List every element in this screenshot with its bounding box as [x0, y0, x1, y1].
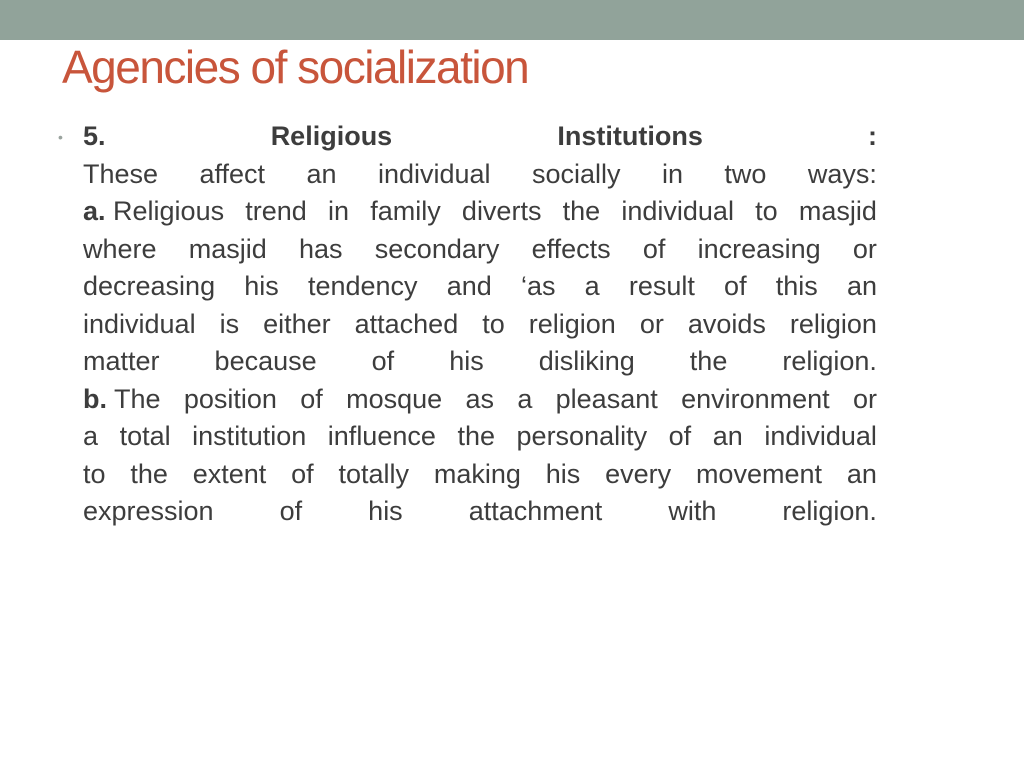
word: family [370, 196, 441, 226]
word: of [371, 346, 395, 376]
word: attachment [468, 496, 603, 526]
word: the [130, 458, 168, 489]
word: the [457, 421, 495, 451]
word: mosque [346, 383, 443, 414]
text-line [83, 268, 877, 306]
word: environment [681, 383, 830, 414]
word: individual [83, 308, 196, 339]
word: his [449, 346, 484, 376]
word: extent [192, 458, 267, 489]
word: religion. [782, 496, 877, 526]
word: an [846, 271, 877, 301]
point-a-text: Religious [105, 196, 225, 226]
word: influence [327, 421, 436, 451]
word: with [668, 496, 717, 526]
word: to [482, 308, 505, 339]
heading-colon: : [868, 121, 877, 151]
word: socially [531, 158, 621, 189]
word: religion [789, 308, 877, 339]
word: an [846, 458, 877, 489]
word: an [306, 158, 337, 189]
word: an [712, 421, 743, 451]
word: of [724, 271, 747, 301]
word: tendency [307, 271, 418, 301]
word: either [263, 308, 331, 339]
word: his [368, 496, 403, 526]
word: this [775, 271, 818, 301]
heading-word-institutions: Institutions [557, 121, 703, 151]
word: masjid [188, 233, 267, 264]
heading-number: 5. [83, 121, 106, 151]
word: effects [531, 233, 611, 264]
word: decreasing [83, 271, 216, 301]
word: his [244, 271, 279, 301]
word: where [83, 233, 157, 264]
word: diverts [461, 196, 542, 226]
text-line [83, 418, 877, 456]
word: result [628, 271, 695, 301]
word: movement [695, 458, 822, 489]
word: position [183, 383, 277, 414]
word: a [517, 383, 533, 414]
word: or [852, 383, 877, 414]
point-b-text: The [107, 383, 161, 414]
text-line [83, 156, 877, 194]
word: a [83, 421, 99, 451]
word: to [755, 196, 778, 226]
word: is [219, 308, 240, 339]
word: a [584, 271, 600, 301]
top-header-bar [0, 0, 1024, 40]
word: These [83, 158, 159, 189]
word: individual [764, 421, 877, 451]
word: and [446, 271, 492, 301]
text-line-a [83, 193, 877, 231]
text-line [83, 343, 877, 381]
word: two [724, 158, 767, 189]
word: in [328, 196, 350, 226]
bullet-body [83, 118, 877, 531]
word: to [83, 458, 106, 489]
word: the [689, 346, 728, 376]
word: pleasant [555, 383, 658, 414]
word: secondary [374, 233, 500, 264]
text-line-b [83, 381, 877, 419]
bullet-heading [83, 118, 877, 156]
word: religion [528, 308, 616, 339]
word: of [642, 233, 666, 264]
text-line [83, 231, 877, 269]
word: personality [516, 421, 648, 451]
word: his [545, 458, 581, 489]
word: masjid [798, 196, 877, 226]
word: ‘as [520, 271, 556, 301]
word: matter [83, 346, 160, 376]
word: expression [83, 496, 214, 526]
word: of [668, 421, 692, 451]
word: increasing [697, 233, 821, 264]
word: as [465, 383, 494, 414]
text-line [83, 493, 877, 531]
word: affect [199, 158, 266, 189]
word: in [661, 158, 683, 189]
word: of [300, 383, 323, 414]
word: or [852, 233, 877, 264]
slide-title: Agencies of socialization [62, 41, 529, 93]
word: individual [377, 158, 491, 189]
word: institution [192, 421, 307, 451]
word: avoids [687, 308, 766, 339]
word: has [299, 233, 343, 264]
word: every [605, 458, 672, 489]
word: ways: [807, 158, 877, 189]
word: the [562, 196, 601, 226]
word: total [119, 421, 171, 451]
word: or [639, 308, 664, 339]
word: individual [621, 196, 734, 226]
word: disliking [538, 346, 635, 376]
word: religion. [782, 346, 877, 376]
word: totally [338, 458, 410, 489]
word: because [214, 346, 317, 376]
heading-word-religious: Religious [270, 121, 393, 151]
text-line [83, 306, 877, 344]
word: attached [354, 308, 459, 339]
word: of [291, 458, 314, 489]
bullet-dot-icon: • [58, 129, 63, 145]
point-b-label: b. [83, 383, 107, 414]
word: of [279, 496, 303, 526]
word: trend [245, 196, 307, 226]
point-a-label: a. [83, 196, 106, 226]
text-line [83, 456, 877, 494]
word: making [433, 458, 521, 489]
